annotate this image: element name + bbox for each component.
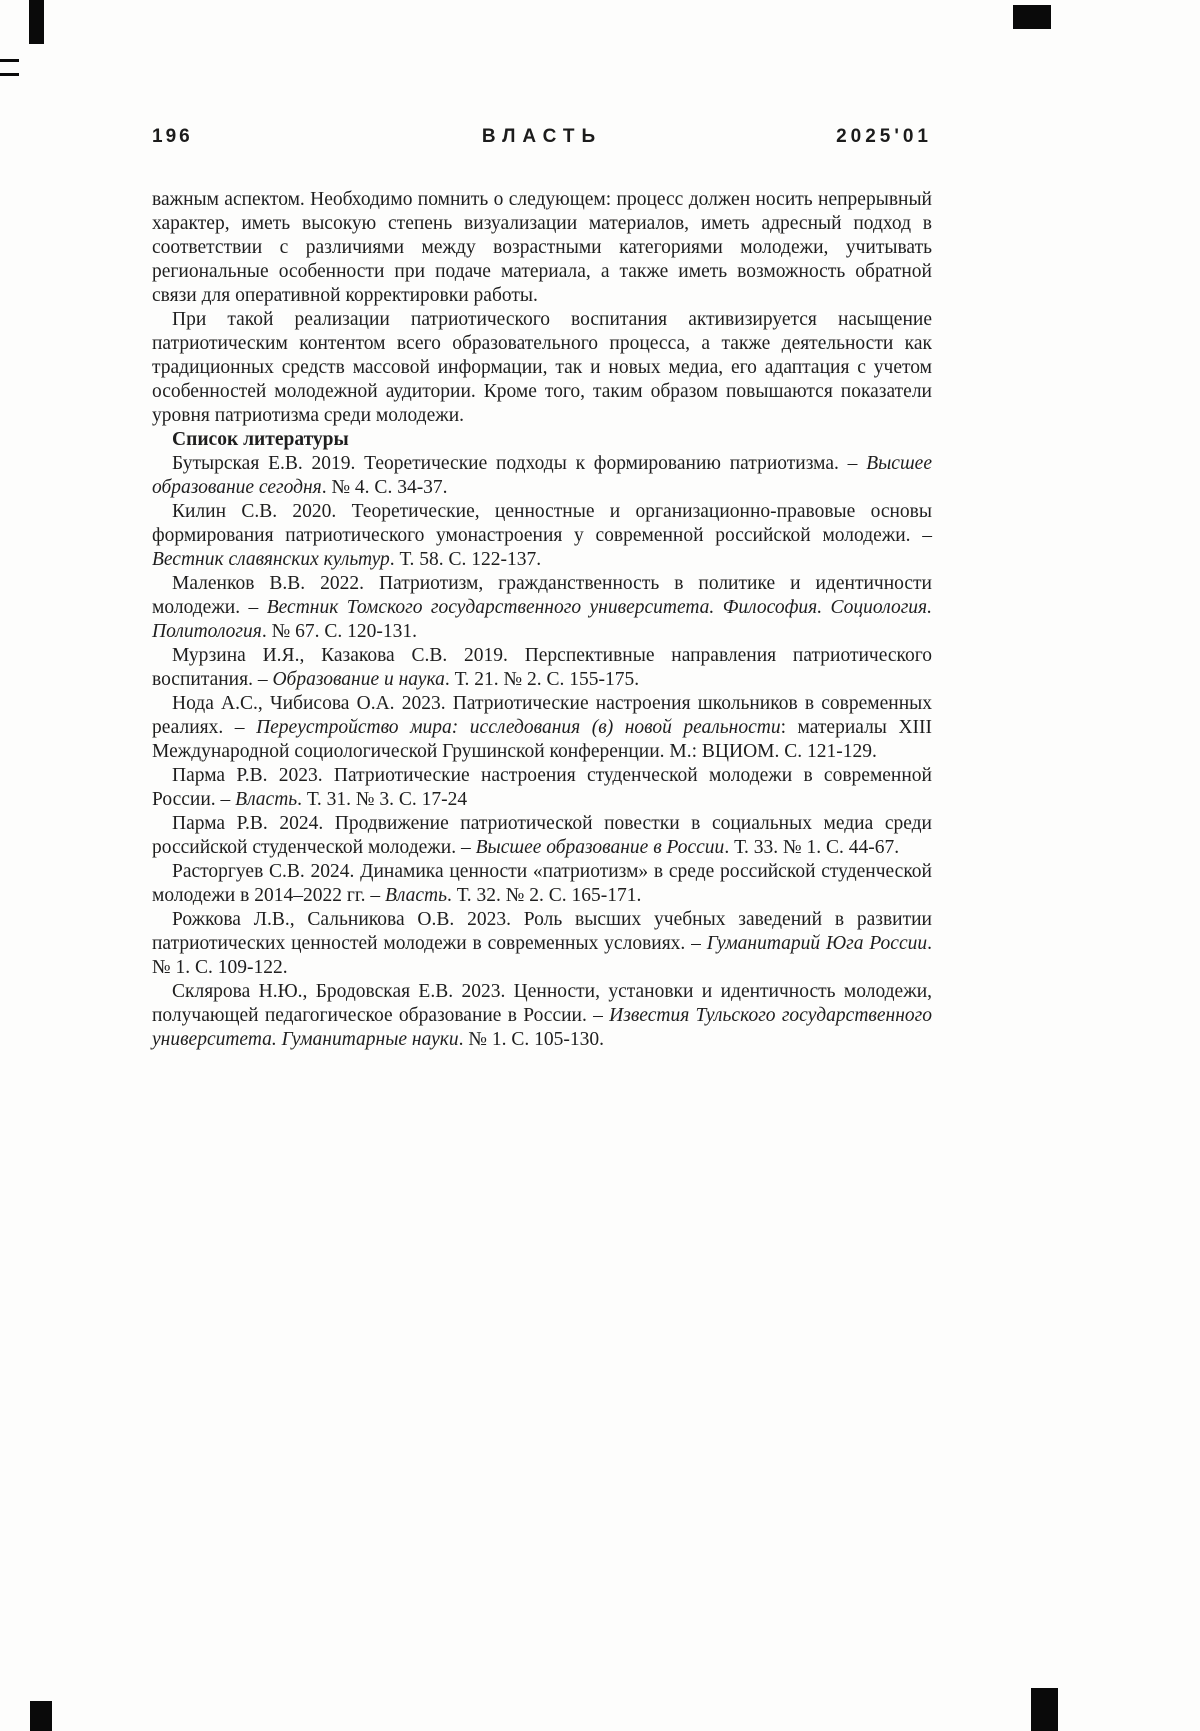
body-paragraph: При такой реализации патриотического воспитания активизируется насыщение патриотическим контентом всего образовательного процесса, а также деятельности как традиционных средств массовой информации, так и новых медиа, его адаптация с учетом особенностей молодежной аудитории. Кроме того, таким образом повышаются показатели уровня патриотизма среди молодежи. [152, 309, 932, 426]
reference-text: . Т. 58. С. 122-137. [389, 549, 542, 570]
reference-text: Парма Р.В. 2024. Продвижение патриотической повестки в социальных медиа среди российской студенческой молодежи. – [152, 813, 932, 858]
reference-text: . Т. 32. № 2. С. 165-171. [447, 885, 642, 906]
reference-source-title: Гуманитарий Юга России [706, 933, 928, 954]
reference-source-title: Высшее образование в России [475, 837, 725, 858]
reference-text: : материалы XIII Международной социологической Грушинской конференции. М.: ВЦИОМ. С. 121-129. [152, 717, 933, 762]
issue-number: 2025'01 [836, 126, 932, 147]
reference-item [152, 572, 932, 644]
scan-mark-top-left [29, 0, 44, 44]
reference-text: . № 1. С. 109-122. [152, 933, 932, 978]
journal-title: ВЛАСТЬ [481, 126, 603, 147]
reference-text: Расторгуев С.В. 2024. Динамика ценности «патриотизм» в среде российской студенческой молодежи в 2014–2022 гг. – [152, 861, 932, 906]
reference-text: . Т. 33. № 1. С. 44-67. [724, 837, 900, 858]
body-paragraph: важным аспектом. Необходимо помнить о следующем: процесс должен носить непрерывный характер, иметь высокую степень визуализации материалов, иметь адресный подход в соответствии с различиями между возрастными категориями молодежи, учитывать региональные особенности при подаче материала, а также иметь возможность обратной связи для оперативной корректировки работы. [152, 189, 932, 306]
reference-text: . Т. 31. № 3. С. 17-24 [297, 789, 468, 810]
reference-source-title: Переустройство мира: исследования (в) новой реальности [256, 717, 781, 738]
reference-text: Маленков В.В. 2022. Патриотизм, гражданственность в политике и идентичности молодежи. – [152, 573, 932, 618]
reference-text: Рожкова Л.В., Сальникова О.В. 2023. Роль высших учебных заведений в развитии патриотических ценностей молодежи в современных условиях. – [152, 909, 932, 954]
reference-text: . № 4. С. 34-37. [321, 477, 448, 498]
reference-text: Килин С.В. 2020. Теоретические, ценностные и организационно-правовые основы формирования патриотического умонастроения у современной российской молодежи. – [152, 501, 932, 546]
references-list [152, 452, 932, 1052]
reference-item [152, 500, 932, 572]
reference-item [152, 452, 932, 500]
reference-item [152, 812, 932, 860]
reference-item [152, 692, 932, 764]
reference-text: . № 1. С. 105-130. [458, 1029, 604, 1050]
reference-item [152, 764, 932, 812]
reference-text: Бутырская Е.В. 2019. Теоретические подходы к формированию патриотизма. – [172, 453, 867, 474]
reference-item [152, 644, 932, 692]
page-number: 196 [152, 126, 193, 147]
text-column [152, 188, 932, 1052]
reference-text: Мурзина И.Я., Казакова С.В. 2019. Перспективные направления патриотического воспитания. – [152, 645, 932, 690]
reference-item [152, 860, 932, 908]
reference-item [152, 980, 932, 1052]
reference-source-title: Вестник Томского государственного университета. Философия. Социология. Политология [152, 597, 932, 642]
scan-tick-upper [0, 59, 19, 62]
reference-source-title: Власть [235, 789, 298, 810]
reference-source-title: Высшее образование сегодня [152, 453, 932, 498]
scan-mark-bottom-right [1031, 1688, 1058, 1731]
references-heading: Список литературы [172, 429, 349, 450]
scan-mark-top-right [1013, 5, 1051, 29]
scan-tick-lower [0, 73, 19, 76]
reference-item [152, 908, 932, 980]
running-header [152, 126, 932, 152]
scan-mark-bottom-left [30, 1701, 52, 1731]
reference-text: Склярова Н.Ю., Бродовская Е.В. 2023. Ценности, установки и идентичность молодежи, получающей педагогическое образование в России. – [152, 981, 932, 1026]
reference-text: . Т. 21. № 2. С. 155-175. [444, 669, 640, 690]
reference-source-title: Власть [385, 885, 448, 906]
reference-text: Парма Р.В. 2023. Патриотические настроения студенческой молодежи в современной России. – [152, 765, 932, 810]
reference-text: Нода А.С., Чибисова О.А. 2023. Патриотические настроения школьников в современных реалиях. – [152, 693, 932, 738]
reference-source-title: Образование и наука [272, 669, 445, 690]
reference-source-title: Известия Тульского государственного университета. Гуманитарные науки [152, 1005, 932, 1050]
reference-source-title: Вестник славянских культур [152, 549, 390, 570]
reference-text: . № 67. С. 120-131. [261, 621, 417, 642]
